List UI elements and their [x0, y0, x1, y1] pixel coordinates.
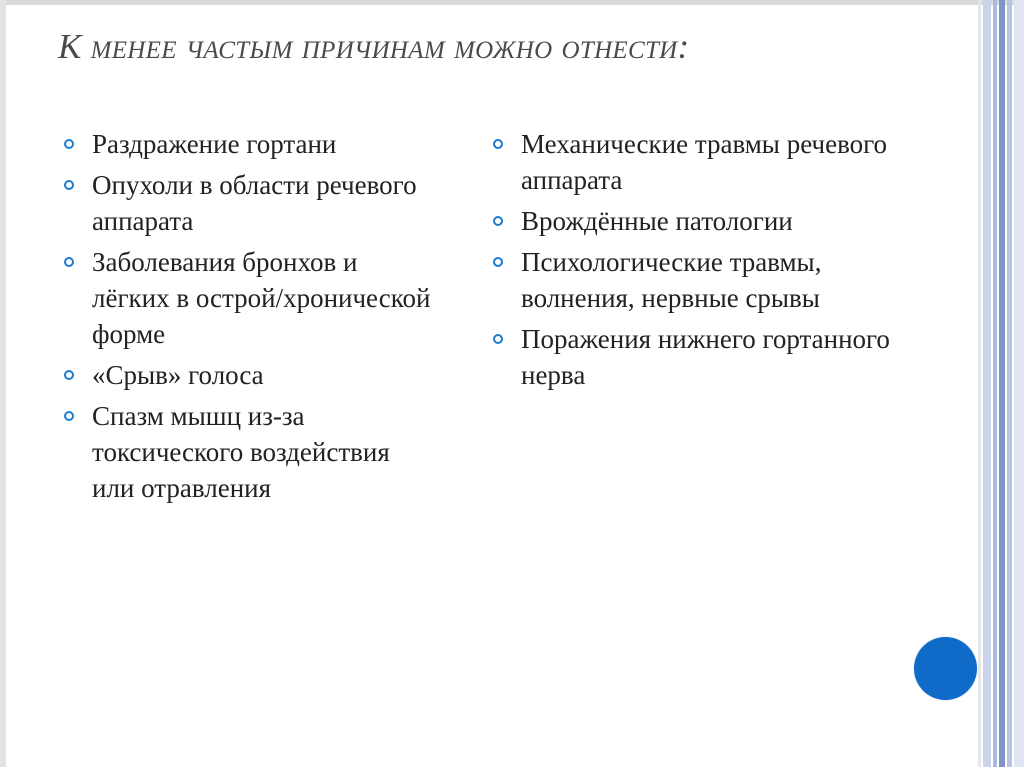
list-item-text: Опухоли в области речевого аппарата [92, 170, 417, 236]
left-bullet-list [62, 126, 432, 511]
list-item [491, 321, 901, 393]
list-item-text: Психологические травмы, волнения, нервные срывы [521, 247, 822, 313]
right-bullet-list [491, 126, 901, 398]
list-item [491, 203, 901, 239]
list-item [62, 398, 432, 506]
bullet-icon [493, 139, 503, 149]
list-item-text: Раздражение гортани [92, 129, 337, 159]
list-item-text: Спазм мышц из-за токсического воздействия или отравления [92, 401, 390, 503]
list-item-text: Заболевания бронхов и лёгких в острой/хронической форме [92, 247, 431, 349]
bullet-icon [64, 257, 74, 267]
list-item [62, 357, 432, 393]
bullet-icon [493, 216, 503, 226]
decor-stripe [993, 0, 997, 767]
list-item-text: Поражения нижнего гортанного нерва [521, 324, 890, 390]
bullet-icon [493, 257, 503, 267]
bullet-icon [64, 411, 74, 421]
list-item-text: Врождённые патологии [521, 206, 793, 236]
decor-stripe [1014, 0, 1024, 767]
decor-stripe [1007, 0, 1012, 767]
list-item [491, 126, 901, 198]
decor-stripe [978, 0, 981, 767]
list-item [62, 167, 432, 239]
list-item-text: Механические травмы речевого аппарата [521, 129, 888, 195]
slide-title: К менее частым причинам можно отнести: [58, 27, 690, 66]
list-item [62, 126, 432, 162]
list-item [491, 244, 901, 316]
bullet-icon [64, 139, 74, 149]
bullet-icon [64, 370, 74, 380]
top-border [0, 0, 1024, 5]
left-border [0, 0, 6, 767]
list-item [62, 244, 432, 352]
bullet-icon [64, 180, 74, 190]
decor-stripe [983, 0, 991, 767]
decor-stripe [999, 0, 1005, 767]
bullet-icon [493, 334, 503, 344]
list-item-text: «Срыв» голоса [92, 360, 264, 390]
decorative-circle-icon [914, 637, 977, 700]
